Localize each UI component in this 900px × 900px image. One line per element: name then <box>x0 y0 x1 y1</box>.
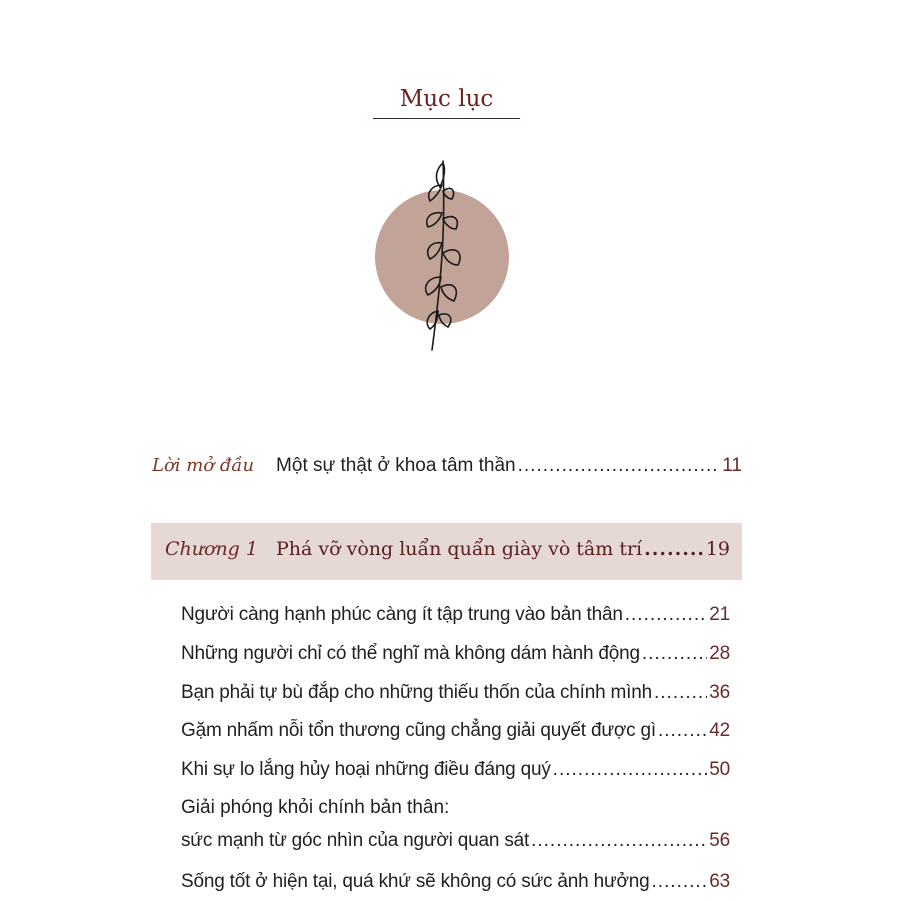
entry-title: Người càng hạnh phúc càng ít tập trung vào bản thân <box>181 604 623 625</box>
entry-page: 63 <box>709 871 730 892</box>
entry-title: Những người chỉ có thể nghĩ mà không dám hành động <box>181 643 640 664</box>
intro-label: Lời mở đầu <box>152 455 255 476</box>
leader-dots <box>651 871 707 893</box>
leader-dots <box>644 538 704 560</box>
toc-entry <box>181 643 730 665</box>
entry-title: Khi sự lo lắng hủy hoại những điều đáng quý <box>181 759 551 780</box>
toc-entry <box>181 604 730 626</box>
entry-page: 28 <box>709 643 730 664</box>
chapter-title: Phá vỡ vòng luẩn quẩn giày vò tâm trí <box>275 538 643 560</box>
toc-entry <box>181 720 730 742</box>
entry-page: 42 <box>709 720 730 741</box>
entry-title: Gặm nhấm nỗi tổn thương cũng chẳng giải quyết được gì <box>181 720 656 741</box>
page-title: Mục lục <box>373 86 520 119</box>
leader-dots <box>531 830 707 852</box>
entry-page: 36 <box>709 682 730 703</box>
entry-title: sức mạnh từ góc nhìn của người quan sát <box>181 830 530 851</box>
leader-dots <box>625 604 708 626</box>
intro-page: 11 <box>722 455 742 476</box>
leader-dots <box>553 759 708 781</box>
leader-dots <box>642 643 707 665</box>
leader-dots <box>654 682 707 704</box>
toc-intro <box>152 455 742 477</box>
leader-dots <box>658 720 707 742</box>
entry-title: Sống tốt ở hiện tại, quá khứ sẽ không có sức ảnh hưởng <box>181 871 650 892</box>
entry-page: 50 <box>709 759 730 780</box>
toc-chapter <box>165 538 730 560</box>
entry-title: Bạn phải tự bù đắp cho những thiếu thốn của chính mình <box>181 682 652 703</box>
leaf-sprig-icon <box>360 155 525 360</box>
entry-page: 56 <box>709 830 730 851</box>
intro-title: Một sự thật ở khoa tâm thần <box>276 455 516 476</box>
chapter-page: 19 <box>705 538 730 560</box>
leader-dots <box>518 455 721 477</box>
toc-entry <box>181 830 730 852</box>
toc-entry <box>181 871 730 893</box>
toc-entry <box>181 759 730 781</box>
entry-page: 21 <box>709 604 730 625</box>
entry-title-line1: Giải phóng khỏi chính bản thân: <box>181 797 450 818</box>
toc-entry <box>181 682 730 704</box>
chapter-label: Chương 1 <box>165 538 258 560</box>
